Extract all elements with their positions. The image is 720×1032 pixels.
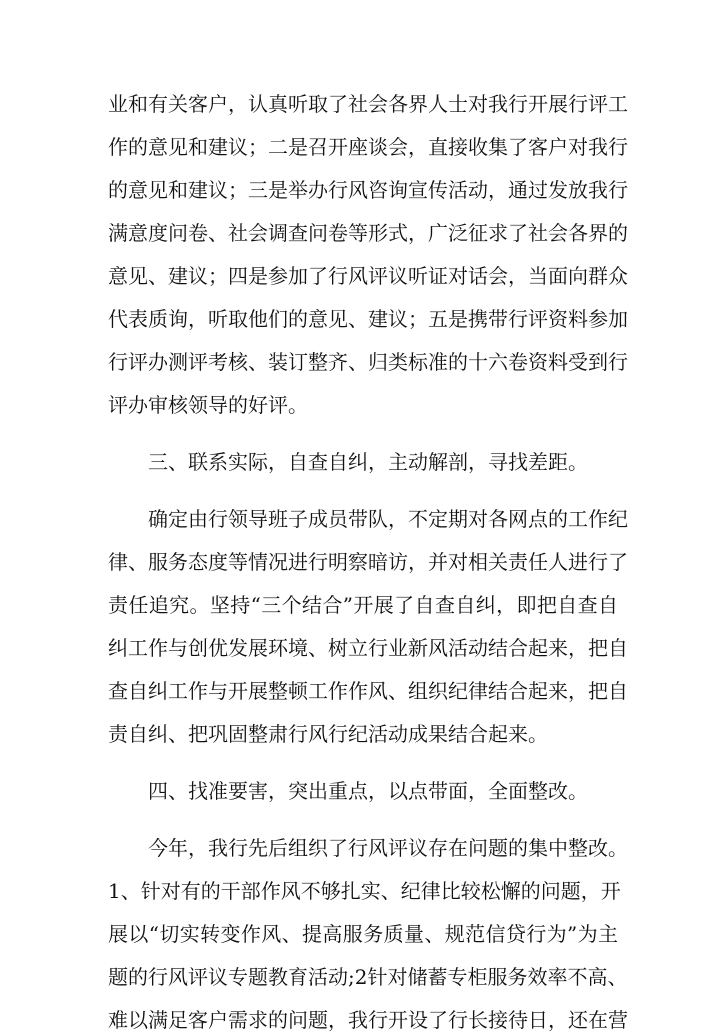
paragraph-line: 作的意见和建议；二是召开座谈会，直接收集了客户对我行	[108, 135, 628, 159]
paragraph-line: 纠工作与创优发展环境、树立行业新风活动结合起来，把自	[108, 636, 628, 660]
paragraph-line: 意见、建议；四是参加了行风评议听证对话会，当面向群众	[108, 264, 628, 288]
paragraph-line: 难以满足客户需求的问题，我行开设了行长接待日，还在营	[108, 1008, 628, 1032]
paragraph-line: 的意见和建议；三是举办行风咨询宣传活动，通过发放我行	[108, 178, 628, 202]
paragraph-line: 今年，我行先后组织了行风评议存在问题的集中整改。	[148, 836, 628, 860]
paragraph-line: 确定由行领导班子成员带队，不定期对各网点的工作纪	[148, 507, 628, 531]
paragraph-line: 代表质询，听取他们的意见、建议；五是携带行评资料参加	[108, 307, 628, 331]
paragraph-line: 展以“切实转变作风、提高服务质量、规范信贷行为”为主	[108, 922, 618, 946]
section-heading-3: 三、联系实际，自查自纠，主动解剖，寻找差距。	[148, 450, 588, 474]
section-heading-4: 四、找准要害，突出重点，以点带面，全面整改。	[148, 779, 588, 803]
paragraph-line: 业和有关客户，认真听取了社会各界人士对我行开展行评工	[108, 92, 628, 116]
paragraph-line: 查自纠工作与开展整顿工作作风、组织纪律结合起来，把自	[108, 679, 628, 703]
paragraph-line: 评办审核领导的好评。	[108, 393, 308, 417]
paragraph-line: 律、服务态度等情况进行明察暗访，并对相关责任人进行了	[108, 550, 628, 574]
paragraph-line: 1、针对有的干部作风不够扎实、纪律比较松懈的问题，开	[108, 879, 621, 903]
paragraph-line: 责自纠、把巩固整肃行风行纪活动成果结合起来。	[108, 722, 548, 746]
paragraph-line: 责任追究。坚持“三个结合”开展了自查自纠，即把自查自	[108, 593, 618, 617]
paragraph-line: 满意度问卷、社会调查问卷等形式，广泛征求了社会各界的	[108, 221, 628, 245]
paragraph-line: 题的行风评议专题教育活动;2针对储蓄专柜服务效率不高、	[108, 965, 628, 989]
paragraph-line: 行评办测评考核、装订整齐、归类标准的十六卷资料受到行	[108, 350, 628, 374]
